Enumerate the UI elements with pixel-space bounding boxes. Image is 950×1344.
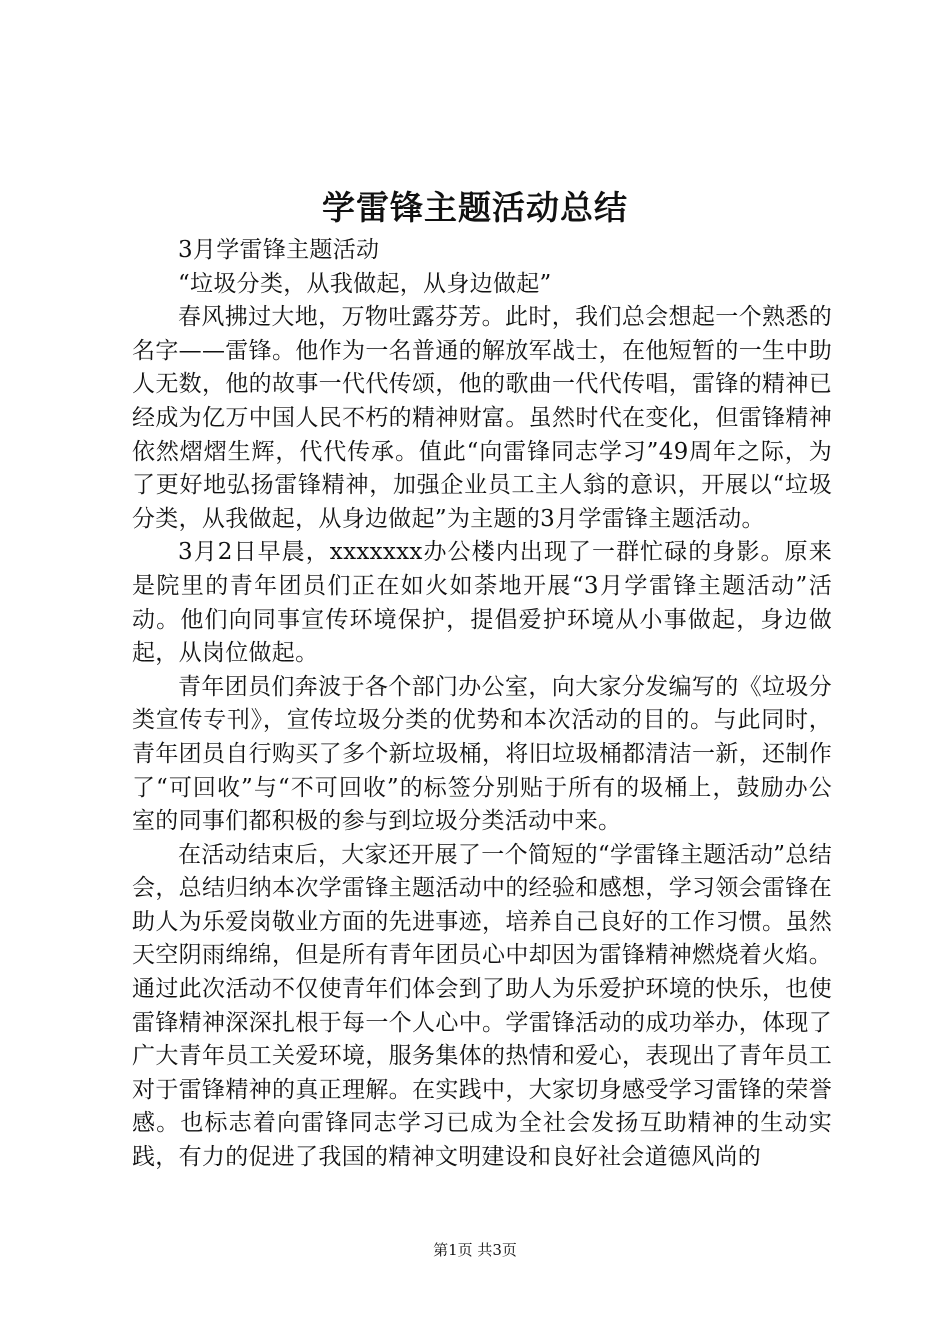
paragraph-activities: 青年团员们奔波于各个部门办公室，向大家分发编写的《垃圾分类宣传专刊》，宣传垃圾分类的优势和本次活动的目的。与此同时，青年团员自行购买了多个新垃圾桶，将旧垃圾桶都清洁一新，还制作了“可回收”与“不可回收”的标签分别贴于所有的圾桶上，鼓励办公室的同事们都积极的参与到垃圾分类活动中来。 — [132, 673, 832, 835]
document-body — [132, 234, 832, 1175]
paragraph-summary: 在活动结束后，大家还开展了一个简短的“学雷锋主题活动”总结会，总结归纳本次学雷锋主题活动中的经验和感想，学习领会雷锋在助人为乐爱岗敬业方面的先进事迹，培养自己良好的工作习惯。虽然天空阴雨绵绵，但是所有青年团员心中却因为雷锋精神燃烧着火焰。通过此次活动不仅使青年们体会到了助人为乐爱护环境的快乐，也使雷锋精神深深扎根于每一个人心中。学雷锋活动的成功举办，体现了广大青年员工关爱环境，服务集体的热情和爱心，表现出了青年员工对于雷锋精神的真正理解。在实践中，大家切身感受学习雷锋的荣誉感。也标志着向雷锋同志学习已成为全社会发扬互助精神的生动实践，有力的促进了我国的精神文明建设和良好社会道德风尚的 — [132, 841, 832, 1171]
page-footer: 第1页 共3页 — [433, 1241, 517, 1259]
document-title: 学雷锋主题活动总结 — [322, 188, 628, 227]
paragraph-subtitle: 3月学雷锋主题活动 — [178, 237, 380, 263]
paragraph-slogan: “垃圾分类，从我做起，从身边做起” — [178, 270, 552, 297]
paragraph-event: 3月2日早晨，xxxxxxx办公楼内出现了一群忙碌的身影。原来是院里的青年团员们正在如火如荼地开展“3月学雷锋主题活动”活动。他们向同事宣传环境保护，提倡爱护环境从小事做起，身边做起，从岗位做起。 — [132, 539, 832, 667]
paragraph-intro: 春风拂过大地，万物吐露芬芳。此时，我们总会想起一个熟悉的名字——雷锋。他作为一名普通的解放军战士，在他短暂的一生中助人无数，他的故事一代代传颂，他的歌曲一代代传唱，雷锋的精神已经成为亿万中国人民不朽的精神财富。虽然时代在变化，但雷锋精神依然熠熠生辉，代代传承。值此“向雷锋同志学习”49周年之际，为了更好地弘扬雷锋精神，加强企业员工主人翁的意识，开展以“垃圾分类，从我做起，从身边做起”为主题的3月学雷锋主题活动。 — [132, 304, 832, 532]
